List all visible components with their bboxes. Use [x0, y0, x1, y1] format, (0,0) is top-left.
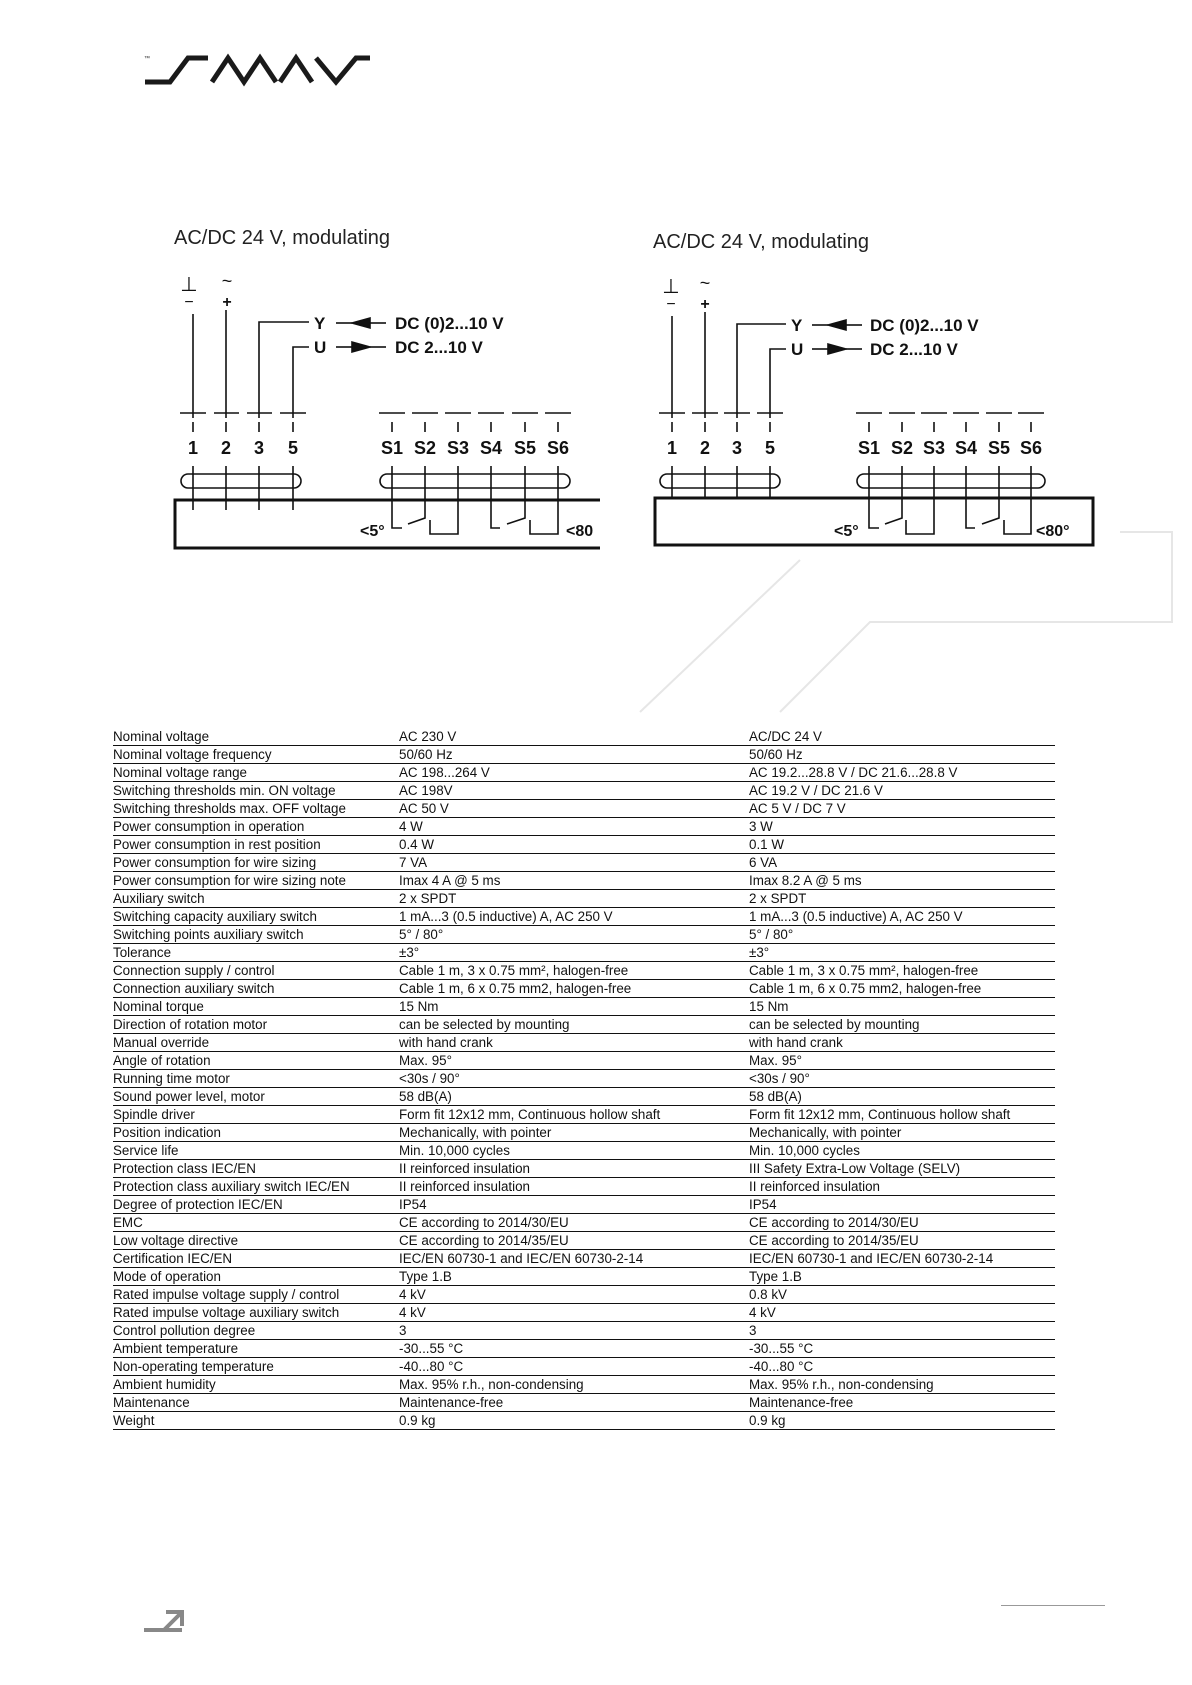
spec-parameter: Nominal torque [113, 998, 399, 1016]
spec-value-acdc24: IP54 [749, 1196, 1055, 1214]
spec-parameter: Spindle driver [113, 1106, 399, 1124]
terminal-s3: S3 [922, 438, 946, 458]
spec-value-ac230: -40...80 °C [399, 1358, 749, 1376]
spec-value-ac230: II reinforced insulation [399, 1178, 749, 1196]
specification-table [113, 728, 1055, 1430]
table-row [113, 1070, 1055, 1088]
signal-y-label: Y [314, 314, 326, 333]
spec-value-ac230: 2 x SPDT [399, 890, 749, 908]
table-row [113, 1016, 1055, 1034]
spec-value-ac230: 4 kV [399, 1286, 749, 1304]
spec-value-acdc24: CE according to 2014/30/EU [749, 1214, 1055, 1232]
ac-symbol: ~ [699, 273, 711, 293]
spec-value-ac230: ±3° [399, 944, 749, 962]
spec-value-acdc24: Cable 1 m, 6 x 0.75 mm2, halogen-free [749, 980, 1055, 998]
spec-value-ac230: IP54 [399, 1196, 749, 1214]
plus-symbol: + [222, 294, 232, 311]
spec-parameter: Nominal voltage range [113, 764, 399, 782]
terminal-3: 3 [731, 438, 743, 458]
spec-value-acdc24: Cable 1 m, 3 x 0.75 mm², halogen-free [749, 962, 1055, 980]
spec-value-acdc24: IEC/EN 60730-1 and IEC/EN 60730-2-14 [749, 1250, 1055, 1268]
spec-parameter: Power consumption in operation [113, 818, 399, 836]
spec-value-acdc24: 3 [749, 1322, 1055, 1340]
spec-parameter: Service life [113, 1142, 399, 1160]
spec-value-ac230: 7 VA [399, 854, 749, 872]
table-row [113, 1232, 1055, 1250]
table-row [113, 1142, 1055, 1160]
spec-value-acdc24: 0.1 W [749, 836, 1055, 854]
table-row [113, 1214, 1055, 1232]
spec-parameter: Nominal voltage [113, 728, 399, 746]
spec-value-acdc24: AC 19.2 V / DC 21.6 V [749, 782, 1055, 800]
signal-u-label: U [314, 338, 327, 357]
spec-value-ac230: AC 230 V [399, 728, 749, 746]
spec-value-ac230: Type 1.B [399, 1268, 749, 1286]
spec-parameter: Position indication [113, 1124, 399, 1142]
table-row [113, 1088, 1055, 1106]
table-row [113, 944, 1055, 962]
spec-value-acdc24: Mechanically, with pointer [749, 1124, 1055, 1142]
spec-value-ac230: AC 198...264 V [399, 764, 749, 782]
spec-value-acdc24: 15 Nm [749, 998, 1055, 1016]
minus-symbol: − [184, 294, 194, 311]
table-row [113, 1178, 1055, 1196]
spec-value-acdc24: CE according to 2014/35/EU [749, 1232, 1055, 1250]
spec-value-ac230: AC 198V [399, 782, 749, 800]
spec-parameter: Sound power level, motor [113, 1088, 399, 1106]
spec-value-ac230: 50/60 Hz [399, 746, 749, 764]
table-row [113, 1160, 1055, 1178]
spec-parameter: Rated impulse voltage supply / control [113, 1286, 399, 1304]
table-row [113, 800, 1055, 818]
spec-value-acdc24: III Safety Extra-Low Voltage (SELV) [749, 1160, 1055, 1178]
spec-value-ac230: 4 kV [399, 1304, 749, 1322]
spec-value-acdc24: AC 19.2...28.8 V / DC 21.6...28.8 V [749, 764, 1055, 782]
signal-u-label: U [791, 340, 804, 359]
spec-value-ac230: Maintenance-free [399, 1394, 749, 1412]
terminal-s5: S5 [513, 438, 537, 458]
spec-value-acdc24: 1 mA...3 (0.5 inductive) A, AC 250 V [749, 908, 1055, 926]
table-row [113, 764, 1055, 782]
table-row [113, 1394, 1055, 1412]
table-row [113, 1052, 1055, 1070]
spec-value-ac230: with hand crank [399, 1034, 749, 1052]
spec-value-acdc24: II reinforced insulation [749, 1178, 1055, 1196]
terminal-5: 5 [287, 438, 299, 458]
terminal-s1: S1 [380, 438, 404, 458]
table-row [113, 728, 1055, 746]
spec-value-acdc24: 0.9 kg [749, 1412, 1055, 1430]
terminal-1: 1 [187, 438, 199, 458]
spec-value-ac230: 58 dB(A) [399, 1088, 749, 1106]
table-row [113, 1358, 1055, 1376]
spec-value-ac230: 1 mA...3 (0.5 inductive) A, AC 250 V [399, 908, 749, 926]
terminal-s4: S4 [954, 438, 978, 458]
terminal-3: 3 [253, 438, 265, 458]
table-row [113, 1268, 1055, 1286]
table-row [113, 1376, 1055, 1394]
table-row [113, 980, 1055, 998]
spec-parameter: Certification IEC/EN [113, 1250, 399, 1268]
spec-value-ac230: <30s / 90° [399, 1070, 749, 1088]
terminal-2: 2 [220, 438, 232, 458]
spec-parameter: Running time motor [113, 1070, 399, 1088]
spec-value-ac230: CE according to 2014/30/EU [399, 1214, 749, 1232]
spec-value-acdc24: 2 x SPDT [749, 890, 1055, 908]
spec-value-acdc24: Maintenance-free [749, 1394, 1055, 1412]
table-row [113, 1196, 1055, 1214]
wiring-diagram-2 [650, 272, 1100, 557]
spec-value-ac230: Imax 4 A @ 5 ms [399, 872, 749, 890]
terminal-s6: S6 [546, 438, 570, 458]
spec-value-acdc24: AC/DC 24 V [749, 728, 1055, 746]
spec-parameter: Switching capacity auxiliary switch [113, 908, 399, 926]
table-row [113, 854, 1055, 872]
plus-symbol: + [700, 296, 710, 313]
table-row [113, 1250, 1055, 1268]
spec-value-ac230: 15 Nm [399, 998, 749, 1016]
table-row [113, 1322, 1055, 1340]
spec-value-ac230: can be selected by mounting [399, 1016, 749, 1034]
spec-value-ac230: Form fit 12x12 mm, Continuous hollow shaft [399, 1106, 749, 1124]
table-row [113, 908, 1055, 926]
terminal-s1: S1 [857, 438, 881, 458]
spec-value-acdc24: -30...55 °C [749, 1340, 1055, 1358]
angle-low-label: <5° [360, 523, 385, 540]
ground-symbol: ⊥ [662, 276, 680, 298]
angle-low-label: <5° [834, 523, 859, 540]
spec-parameter: Low voltage directive [113, 1232, 399, 1250]
spec-parameter: Non-operating temperature [113, 1358, 399, 1376]
spec-value-ac230: AC 50 V [399, 800, 749, 818]
table-row [113, 1106, 1055, 1124]
terminal-s3: S3 [446, 438, 470, 458]
spec-parameter: Power consumption for wire sizing [113, 854, 399, 872]
table-row [113, 962, 1055, 980]
table-row [113, 1286, 1055, 1304]
spec-value-acdc24: can be selected by mounting [749, 1016, 1055, 1034]
terminal-s2: S2 [413, 438, 437, 458]
trademark-symbol: ™ [144, 56, 150, 62]
terminal-s6: S6 [1019, 438, 1043, 458]
table-row [113, 872, 1055, 890]
spec-value-ac230: IEC/EN 60730-1 and IEC/EN 60730-2-14 [399, 1250, 749, 1268]
spec-value-acdc24: Type 1.B [749, 1268, 1055, 1286]
table-row [113, 1412, 1055, 1430]
spec-parameter: Nominal voltage frequency [113, 746, 399, 764]
spec-parameter: Ambient humidity [113, 1376, 399, 1394]
spec-parameter: Power consumption for wire sizing note [113, 872, 399, 890]
table-row [113, 836, 1055, 854]
angle-high-label: <80° [1036, 523, 1070, 540]
angle-high-label: <80 [566, 523, 594, 540]
terminal-1: 1 [666, 438, 678, 458]
table-row [113, 890, 1055, 908]
ac-symbol: ~ [221, 271, 233, 291]
footer-divider [1001, 1605, 1105, 1606]
table-row [113, 1340, 1055, 1358]
spec-value-acdc24: -40...80 °C [749, 1358, 1055, 1376]
spec-parameter: Connection supply / control [113, 962, 399, 980]
spec-value-acdc24: 58 dB(A) [749, 1088, 1055, 1106]
spec-value-acdc24: 3 W [749, 818, 1055, 836]
signal-y-range: DC (0)2...10 V [395, 314, 504, 333]
terminal-s2: S2 [890, 438, 914, 458]
wiring-diagram-1 [170, 270, 610, 555]
spec-value-acdc24: 4 kV [749, 1304, 1055, 1322]
spec-parameter: Connection auxiliary switch [113, 980, 399, 998]
table-row [113, 926, 1055, 944]
spec-value-acdc24: Min. 10,000 cycles [749, 1142, 1055, 1160]
spec-parameter: EMC [113, 1214, 399, 1232]
spec-value-ac230: II reinforced insulation [399, 1160, 749, 1178]
spec-parameter: Switching thresholds max. OFF voltage [113, 800, 399, 818]
table-row [113, 998, 1055, 1016]
spec-value-ac230: 5° / 80° [399, 926, 749, 944]
table-row [113, 1034, 1055, 1052]
spec-parameter: Control pollution degree [113, 1322, 399, 1340]
spec-parameter: Rated impulse voltage auxiliary switch [113, 1304, 399, 1322]
spec-value-acdc24: 6 VA [749, 854, 1055, 872]
spec-value-ac230: CE according to 2014/35/EU [399, 1232, 749, 1250]
table-row [113, 782, 1055, 800]
terminal-5: 5 [764, 438, 776, 458]
minus-symbol: − [666, 296, 676, 313]
spec-parameter: Degree of protection IEC/EN [113, 1196, 399, 1214]
spec-value-ac230: 3 [399, 1322, 749, 1340]
table-row [113, 1304, 1055, 1322]
terminal-s5: S5 [987, 438, 1011, 458]
table-row [113, 746, 1055, 764]
spec-parameter: Switching thresholds min. ON voltage [113, 782, 399, 800]
arrow-icon [142, 1608, 190, 1634]
spec-parameter: Protection class IEC/EN [113, 1160, 399, 1178]
spec-value-acdc24: 50/60 Hz [749, 746, 1055, 764]
spec-value-acdc24: 0.8 kV [749, 1286, 1055, 1304]
signal-y-label: Y [791, 316, 803, 335]
spec-parameter: Mode of operation [113, 1268, 399, 1286]
spec-value-ac230: Max. 95° [399, 1052, 749, 1070]
spec-value-acdc24: 5° / 80° [749, 926, 1055, 944]
spec-value-acdc24: Imax 8.2 A @ 5 ms [749, 872, 1055, 890]
wiring-diagram-title-1: AC/DC 24 V, modulating [174, 227, 391, 249]
signal-u-range: DC 2...10 V [395, 338, 483, 357]
spec-value-acdc24: ±3° [749, 944, 1055, 962]
spec-value-acdc24: <30s / 90° [749, 1070, 1055, 1088]
spec-value-acdc24: Max. 95° [749, 1052, 1055, 1070]
spec-value-ac230: Min. 10,000 cycles [399, 1142, 749, 1160]
spec-value-ac230: Mechanically, with pointer [399, 1124, 749, 1142]
spec-parameter: Weight [113, 1412, 399, 1430]
wiring-diagram-title-2: AC/DC 24 V, modulating [653, 231, 870, 253]
spec-parameter: Power consumption in rest position [113, 836, 399, 854]
spec-parameter: Manual override [113, 1034, 399, 1052]
spec-value-ac230: -30...55 °C [399, 1340, 749, 1358]
ground-symbol: ⊥ [180, 274, 198, 296]
spec-value-ac230: 0.9 kg [399, 1412, 749, 1430]
spec-value-ac230: 0.4 W [399, 836, 749, 854]
terminal-2: 2 [699, 438, 711, 458]
spec-value-ac230: 4 W [399, 818, 749, 836]
spec-parameter: Direction of rotation motor [113, 1016, 399, 1034]
spec-value-acdc24: with hand crank [749, 1034, 1055, 1052]
spec-parameter: Angle of rotation [113, 1052, 399, 1070]
signal-y-range: DC (0)2...10 V [870, 316, 979, 335]
spec-value-ac230: Cable 1 m, 3 x 0.75 mm², halogen-free [399, 962, 749, 980]
spec-parameter: Ambient temperature [113, 1340, 399, 1358]
spec-parameter: Protection class auxiliary switch IEC/EN [113, 1178, 399, 1196]
signal-u-range: DC 2...10 V [870, 340, 958, 359]
spec-value-acdc24: Max. 95% r.h., non-condensing [749, 1376, 1055, 1394]
spec-value-acdc24: AC 5 V / DC 7 V [749, 800, 1055, 818]
spec-parameter: Maintenance [113, 1394, 399, 1412]
spec-value-ac230: Max. 95% r.h., non-condensing [399, 1376, 749, 1394]
spec-parameter: Switching points auxiliary switch [113, 926, 399, 944]
spec-value-ac230: Cable 1 m, 6 x 0.75 mm2, halogen-free [399, 980, 749, 998]
table-row [113, 818, 1055, 836]
spec-parameter: Auxiliary switch [113, 890, 399, 908]
terminal-s4: S4 [479, 438, 503, 458]
spec-parameter: Tolerance [113, 944, 399, 962]
table-row [113, 1124, 1055, 1142]
spec-value-acdc24: Form fit 12x12 mm, Continuous hollow shaft [749, 1106, 1055, 1124]
